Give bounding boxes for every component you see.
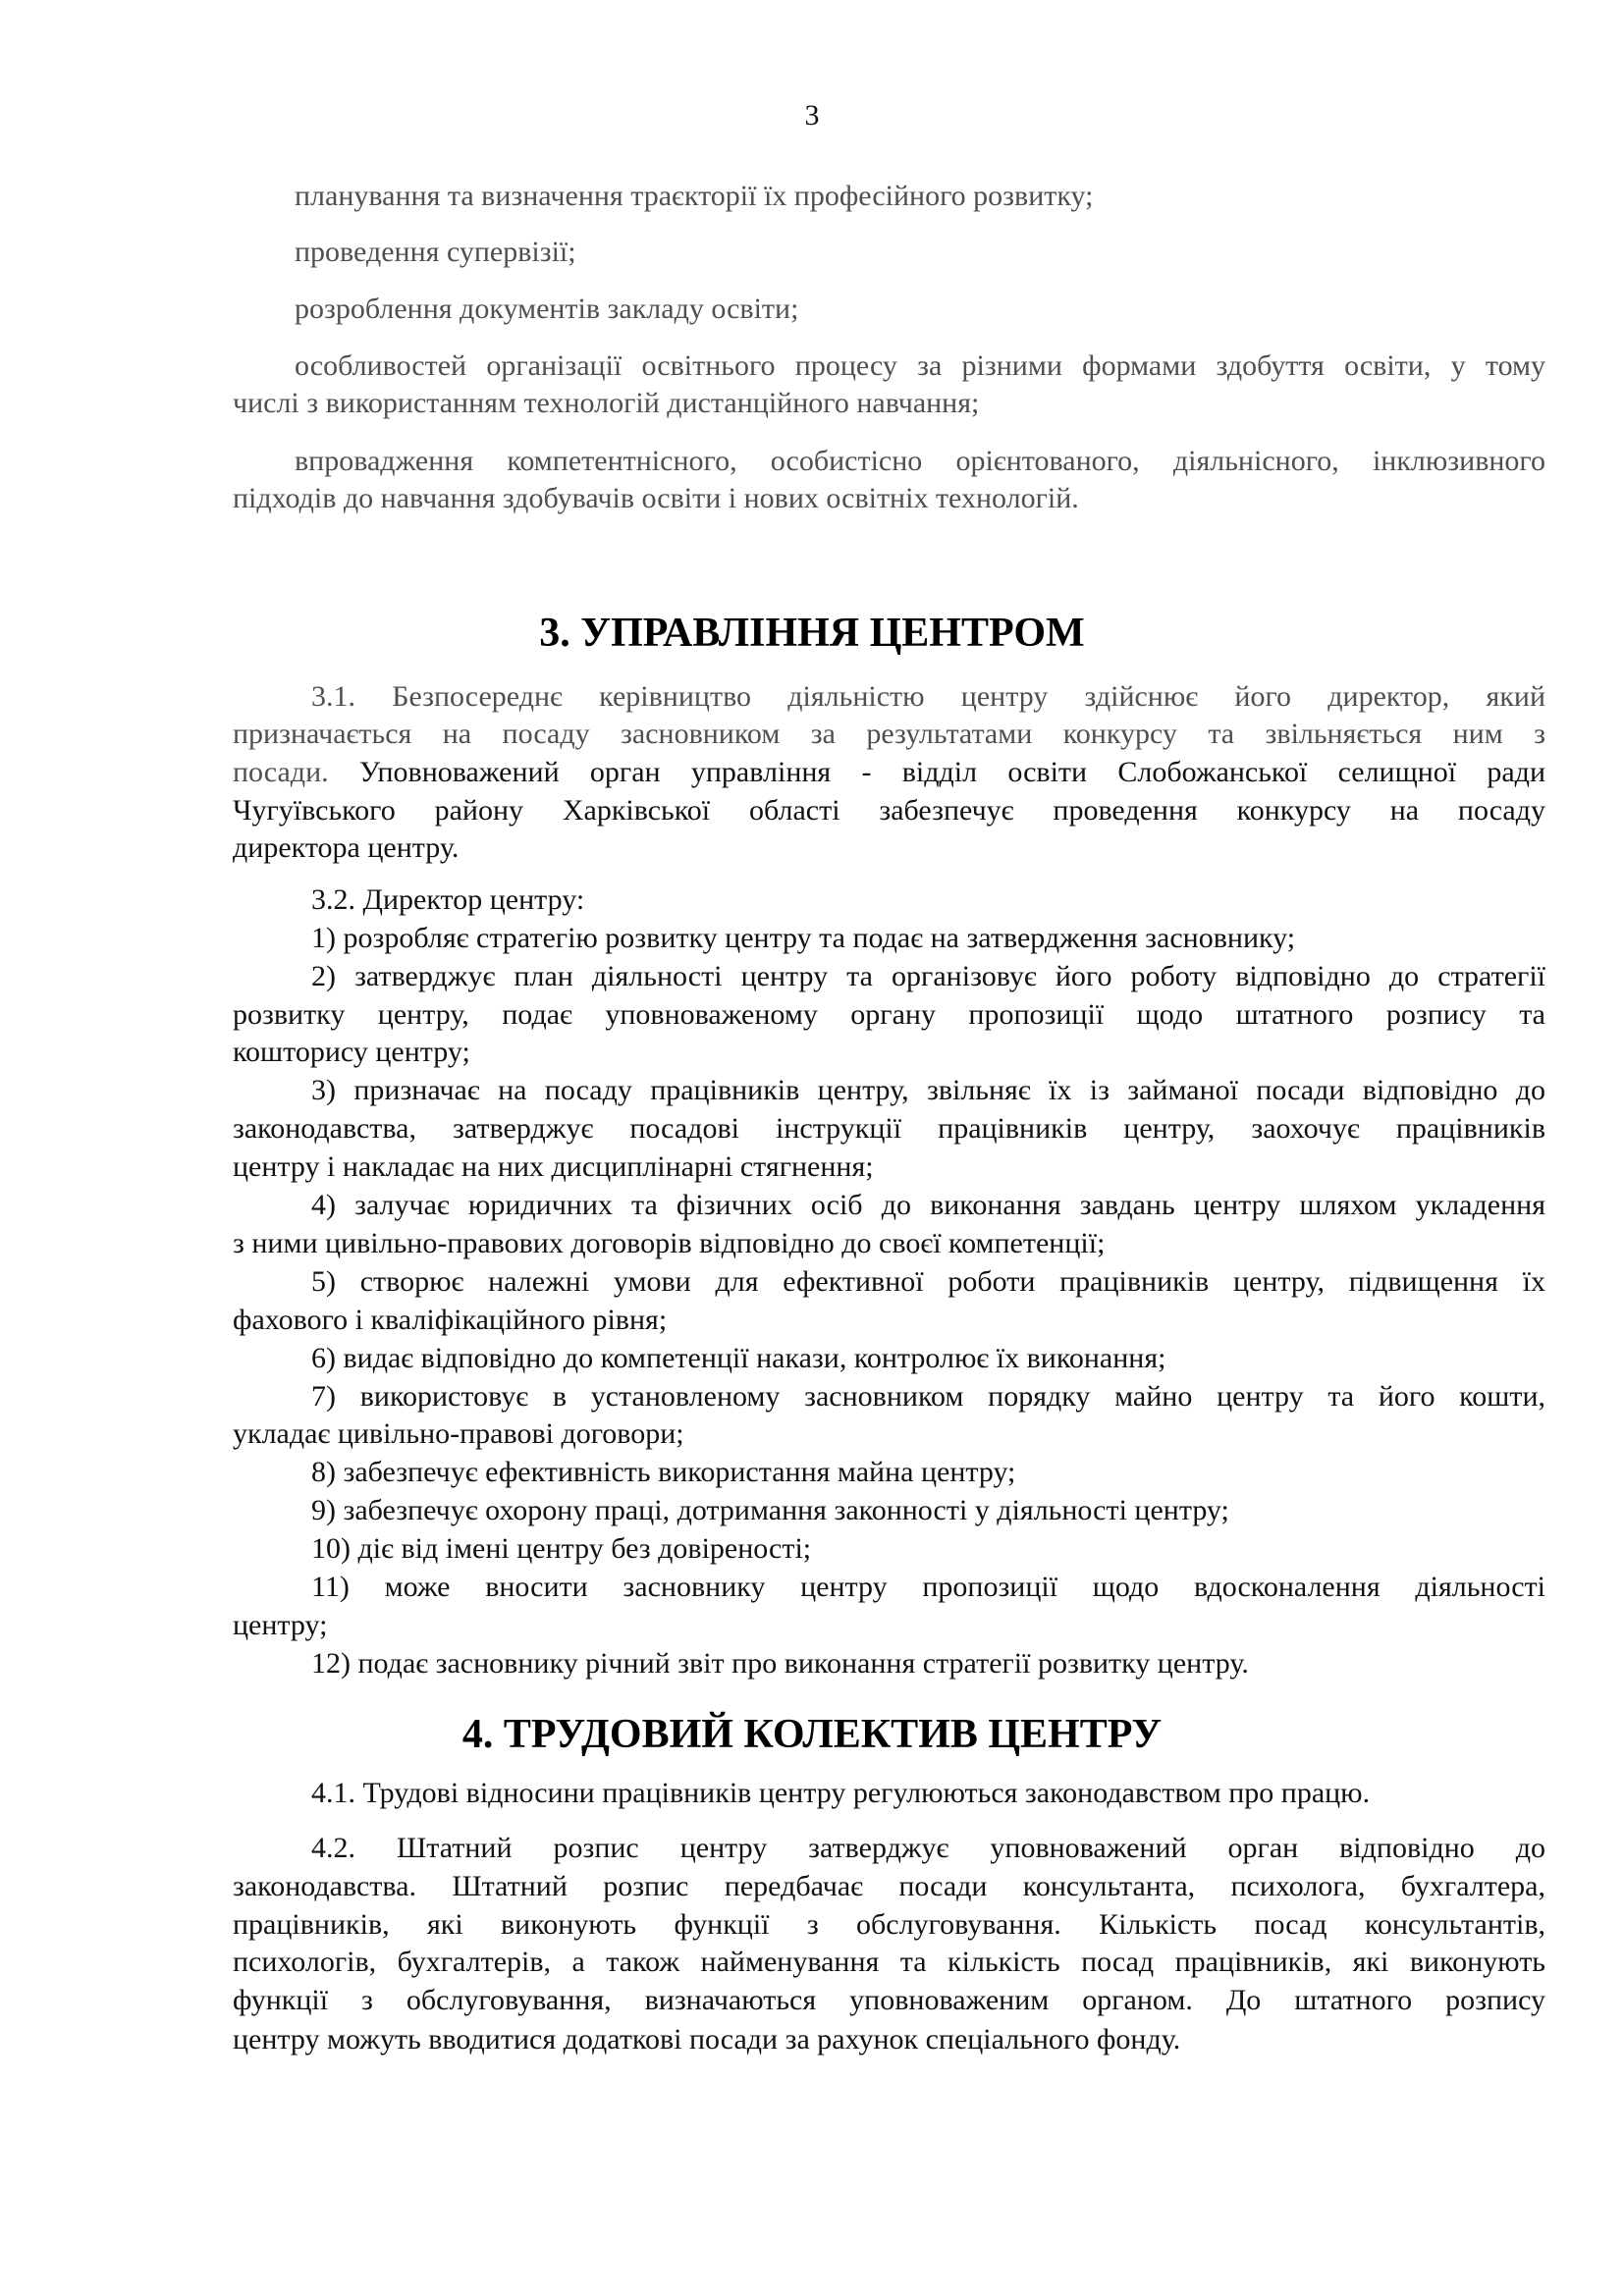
intro-item-line: підходів до навчання здобувачів освіти і нових освітніх технологій. (233, 482, 1079, 514)
intro-item-line: впровадження компетентнісного, особистісно орієнтованого, діяльнісного, інклюзивного (295, 445, 1545, 477)
section-3-heading: 3. УПРАВЛІННЯ ЦЕНТРОМ (539, 611, 1085, 656)
duty-item-line: 4) залучає юридичних та фізичних осіб до виконання завдань центру шляхом укладення (311, 1189, 1545, 1221)
duty-item-line: 7) використовує в установленому засновником порядку майно центру та його кошти, (311, 1380, 1545, 1413)
duty-item: 1) розробляє стратегію розвитку центру та подає на затвердження засновнику; (311, 922, 1296, 954)
intro-item: планування та визначення траєкторії їх професійного розвитку; (295, 180, 1094, 212)
duty-item-line: розвитку центру, подає уповноваженому органу пропозиції щодо штатного розпису та (233, 998, 1545, 1031)
section-4-heading: 4. ТРУДОВИЙ КОЛЕКТИВ ЦЕНТРУ (461, 1712, 1163, 1757)
paragraph-4-2-line: 4.2. Штатний розпис центру затверджує уповноважений орган відповідно до (311, 1832, 1545, 1864)
paragraph-4-1: 4.1. Трудові відносини працівників центру регулюються законодавством про працю. (311, 1777, 1371, 1809)
paragraph-4-2-line: функції з обслуговування, визначаються уповноваженим органом. До штатного розпису (233, 1984, 1545, 2016)
duty-item-line: центру; (233, 1609, 328, 1641)
paragraph-4-2-line: центру можуть вводитися додаткові посади за рахунок спеціального фонду. (233, 2023, 1181, 2056)
duty-item-line: 11) може вносити засновнику центру пропозиції щодо вдосконалення діяльності (311, 1571, 1545, 1603)
paragraph-3-1-line (233, 755, 1545, 790)
duty-item-line: 2) затверджує план діяльності центру та організовує його роботу відповідно до стратегії (311, 960, 1545, 992)
paragraph-3-1-line: директора центру. (233, 831, 460, 864)
duty-item-line: законодавства, затверджує посадові інструкції працівників центру, заохочує працівників (233, 1112, 1545, 1145)
duty-item-line: 5) створює належні умови для ефективної роботи працівників центру, підвищення їх (311, 1265, 1545, 1298)
duty-item-line: 3) призначає на посаду працівників центру, звільняє їх із займаної посади відповідно до (311, 1074, 1545, 1106)
intro-item-line: особливостей організації освітнього процесу за різними формами здобуття освіти, у тому (295, 349, 1545, 382)
duty-item: 9) забезпечує охорону праці, дотримання законності у діяльності центру; (311, 1494, 1229, 1526)
duty-item-line: кошторису центру; (233, 1036, 470, 1068)
paragraph-4-2-line: законодавства. Штатний розпис передбачає посади консультанта, психолога, бухгалтера, (233, 1870, 1545, 1902)
intro-item: проведення супервізії; (295, 236, 576, 268)
paragraph-3-1-line: призначається на посаду засновником за результатами конкурсу та звільняється ним з (233, 718, 1545, 750)
duty-item-line: укладає цивільно-правові договори; (233, 1417, 684, 1450)
paragraph-4-2-line: психологів, бухгалтерів, а також найменування та кількість посад працівників, які виконують (233, 1946, 1545, 1978)
paragraph-3-1-line: 3.1. Безпосереднє керівництво діяльністю центру здійснює його директор, який (311, 680, 1545, 713)
duty-item-line: центру і накладає на них дисциплінарні стягнення; (233, 1150, 874, 1183)
duty-item: 8) забезпечує ефективність використання майна центру; (311, 1456, 1016, 1488)
duty-item-line: фахового і кваліфікаційного рівня; (233, 1304, 668, 1336)
duty-item-line: з ними цивільно-правових договорів відповідно до своєї компетенції; (233, 1227, 1106, 1259)
intro-item-line: числі з використанням технологій дистанційного навчання; (233, 387, 980, 419)
paragraph-4-2-line: працівників, які виконують функції з обслуговування. Кількість посад консультантів, (233, 1908, 1545, 1941)
duty-item: 12) подає засновнику річний звіт про виконання стратегії розвитку центру. (311, 1647, 1249, 1680)
duty-item: 10) діє від імені центру без довіреності; (311, 1532, 812, 1565)
paragraph-3-1-fragment: посади. (233, 756, 329, 788)
paragraph-3-1-line: Чугуївського району Харківської області забезпечує проведення конкурсу на посаду (233, 794, 1545, 827)
duty-item: 6) видає відповідно до компетенції накази, контролює їх виконання; (311, 1342, 1166, 1374)
paragraph-3-1-fragment: Уповноважений орган управління - відділ освіти Слобожанської селищної ради (328, 756, 1545, 788)
page-number: 3 (804, 99, 820, 132)
intro-item: розроблення документів закладу освіти; (295, 293, 799, 325)
paragraph-3-2-intro: 3.2. Директор центру: (311, 883, 585, 916)
